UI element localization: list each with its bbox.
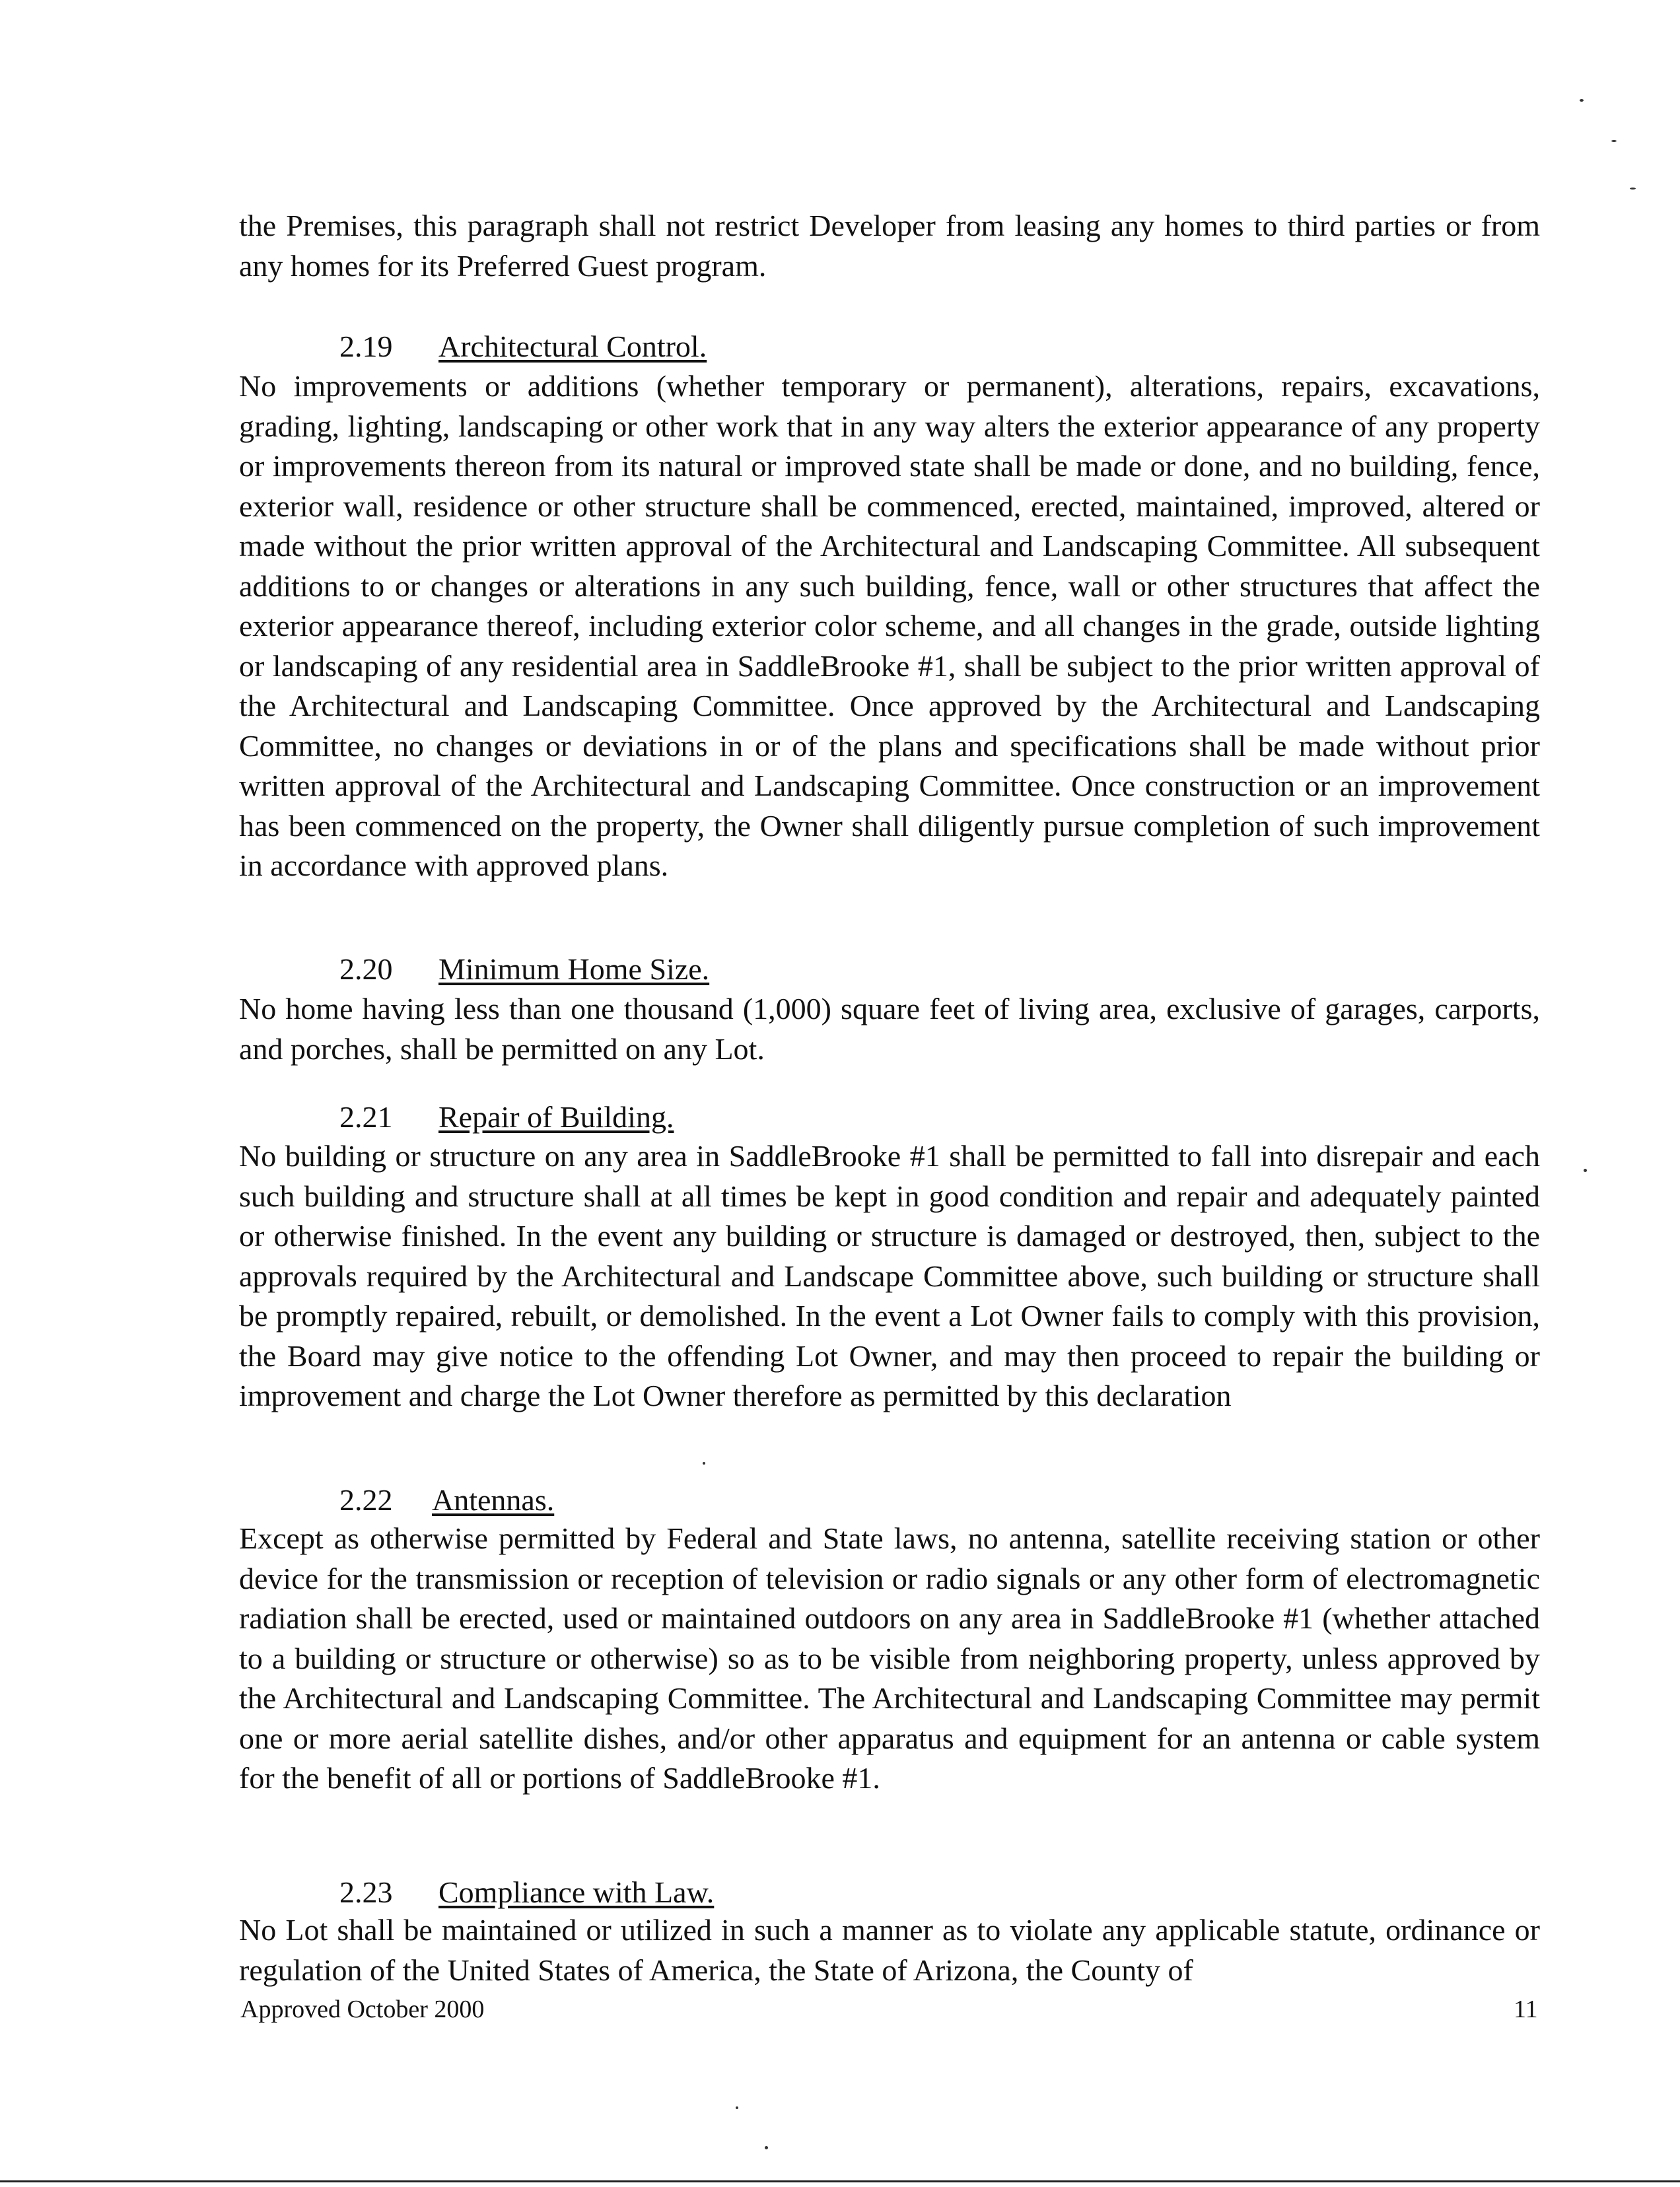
section-heading-2-19 — [339, 327, 707, 366]
section-body-2-21: No building or structure on any area in SaddleBrooke #1 shall be permitted to fall into disrepair and each such building and structure shall at all times be kept in good condition and repair and adequately painted or otherwise finished. In the event any building or structure is damaged or destroyed, then, subject to the approvals required by the Architectural and Landscape Committee above, such building or structure shall be promptly repaired, rebuilt, or demolished. In the event a Lot Owner fails to comply with this provision, the Board may give notice to the offending Lot Owner, and may then proceed to repair the building or improvement and charge the Lot Owner therefore as permitted by this declaration — [239, 1139, 1540, 1412]
section-title: Repair of Building. — [438, 1100, 674, 1134]
section-heading-2-22 — [339, 1480, 554, 1520]
section-number: 2.19 — [339, 330, 393, 363]
footer-approval-date: Approved October 2000 — [240, 1996, 485, 2023]
section-body-2-19: No improvements or additions (whether temporary or permanent), alterations, repairs, excavations, grading, lighting, landscaping or other work that in any way alters the exterior appearance of any property or improvements thereon from its natural or improved state shall be made or done, and no building, fence, exterior wall, residence or other structure shall be commenced, erected, maintained, improved, altered or made without the prior written approval of the Architectural and Landscaping Committee. All subsequent additions to or changes or alterations in any such building, fence, wall or other structures that affect the exterior appearance thereof, including exterior color scheme, and all changes in the grade, outside lighting or landscaping of any residential area in SaddleBrooke #1, shall be subject to the prior written approval of the Architectural and Landscaping Committee. Once approved by the Architectural and Landscaping Committee, no changes or deviations in or of the plans and specifications shall be made without prior written approval of the Architectural and Landscaping Committee. Once construction or an improvement has been commenced on the property, the Owner shall diligently pursue completion of such improvement in accordance with approved plans. — [239, 369, 1540, 882]
section-title: Compliance with Law. — [438, 1875, 715, 1909]
section-title: Antennas. — [432, 1483, 555, 1517]
scan-speck — [1584, 1169, 1587, 1172]
scan-speck — [1630, 188, 1636, 190]
section-number: 2.20 — [339, 952, 393, 986]
scan-speck — [1580, 99, 1584, 102]
scan-speck — [703, 1462, 705, 1465]
scan-speck — [765, 2146, 768, 2149]
section-title: Architectural Control. — [438, 330, 707, 363]
intro-paragraph: the Premises, this paragraph shall not restrict Developer from leasing any homes to third parties or from any homes for its Preferred Guest program. — [239, 209, 1540, 283]
scan-speck — [1611, 140, 1617, 142]
section-body-2-20: No home having less than one thousand (1,000) square feet of living area, exclusive of garages, carports, and porches, shall be permitted on any Lot. — [239, 992, 1540, 1066]
section-body-2-22: Except as otherwise permitted by Federal and State laws, no antenna, satellite receiving station or other device for the transmission or reception of television or radio signals or any other form of electromagnetic radiation shall be erected, used or maintained outdoors on any area in SaddleBrooke #1 (whether attached to a building or structure or otherwise) so as to be visible from neighboring property, unless approved by the Architectural and Landscaping Committee. The Architectural and Landscaping Committee may permit one or more aerial satellite dishes, and/or other apparatus and equipment for an antenna or cable system for the benefit of all or portions of SaddleBrooke #1. — [239, 1521, 1540, 1795]
page-number: 11 — [1514, 1996, 1538, 2023]
section-number: 2.23 — [339, 1875, 393, 1909]
page-bottom-rule — [0, 2180, 1680, 2182]
section-number: 2.21 — [339, 1100, 393, 1134]
section-heading-2-21 — [339, 1097, 674, 1137]
section-body-2-23: No Lot shall be maintained or utilized in such a manner as to violate any applicable statute, ordinance or regulation of the United States of America, the State of Arizona, the County of — [239, 1913, 1540, 1987]
section-heading-2-20 — [339, 950, 709, 989]
section-title: Minimum Home Size. — [438, 952, 710, 986]
section-number: 2.22 — [339, 1483, 393, 1517]
section-heading-2-23 — [339, 1873, 714, 1912]
scan-speck — [736, 2106, 738, 2109]
